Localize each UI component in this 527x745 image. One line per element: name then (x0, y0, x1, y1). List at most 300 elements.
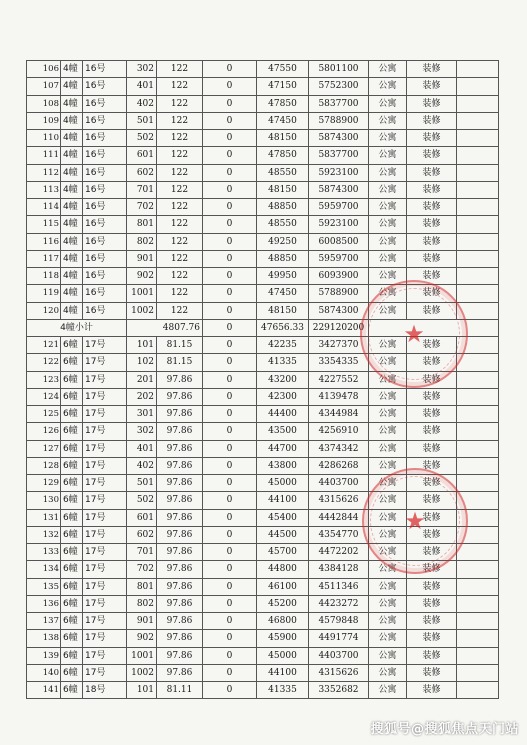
unit-cell: 16号 (83, 95, 127, 112)
room-cell: 702 (127, 199, 157, 216)
table-row (27, 337, 499, 354)
building-cell: 6幢 (61, 630, 83, 647)
unit-cell: 17号 (83, 647, 127, 664)
row-index-cell: 126 (27, 423, 61, 440)
row-index-cell: 122 (27, 354, 61, 371)
finish-cell: 装修 (407, 250, 457, 267)
unit-cell: 16号 (83, 250, 127, 267)
row-index-cell: 134 (27, 561, 61, 578)
usage-cell: 公寓 (369, 440, 407, 457)
row-index-cell: 141 (27, 682, 61, 699)
zero-value-cell: 0 (203, 371, 257, 388)
area-cell: 97.86 (157, 492, 203, 509)
blank-cell (457, 302, 499, 319)
subtotal-avg-price: 47656.33 (257, 319, 309, 336)
room-cell: 701 (127, 181, 157, 198)
room-cell: 601 (127, 147, 157, 164)
zero-value-cell: 0 (203, 147, 257, 164)
blank-cell (457, 285, 499, 302)
area-cell: 122 (157, 302, 203, 319)
zero-value-cell: 0 (203, 61, 257, 78)
total-price-cell: 3427370 (309, 337, 369, 354)
row-index-cell: 114 (27, 199, 61, 216)
table-row (27, 78, 499, 95)
usage-cell: 公寓 (369, 682, 407, 699)
row-index-cell: 124 (27, 388, 61, 405)
unit-price-cell: 45700 (257, 544, 309, 561)
row-index-cell: 107 (27, 78, 61, 95)
unit-cell: 17号 (83, 595, 127, 612)
usage-cell: 公寓 (369, 181, 407, 198)
finish-cell: 装修 (407, 285, 457, 302)
unit-price-cell: 45400 (257, 509, 309, 526)
usage-cell: 公寓 (369, 664, 407, 681)
total-price-cell: 4286268 (309, 457, 369, 474)
building-cell: 4幢 (61, 78, 83, 95)
building-cell: 6幢 (61, 457, 83, 474)
total-price-cell: 4403700 (309, 475, 369, 492)
unit-price-cell: 48150 (257, 302, 309, 319)
building-cell: 6幢 (61, 475, 83, 492)
subtotal-total: 229120200 (309, 319, 369, 336)
table-row (27, 302, 499, 319)
blank-cell (457, 595, 499, 612)
unit-price-cell: 48850 (257, 250, 309, 267)
zero-value-cell: 0 (203, 233, 257, 250)
usage-cell: 公寓 (369, 406, 407, 423)
zero-value-cell: 0 (203, 613, 257, 630)
building-cell: 6幢 (61, 337, 83, 354)
usage-cell: 公寓 (369, 95, 407, 112)
room-cell: 1002 (127, 664, 157, 681)
building-cell: 4幢 (61, 216, 83, 233)
building-cell: 4幢 (61, 147, 83, 164)
area-cell: 97.86 (157, 664, 203, 681)
unit-cell: 16号 (83, 181, 127, 198)
total-price-cell: 5788900 (309, 112, 369, 129)
usage-cell: 公寓 (369, 457, 407, 474)
unit-price-cell: 44100 (257, 664, 309, 681)
area-cell: 81.15 (157, 354, 203, 371)
finish-cell: 装修 (407, 406, 457, 423)
table-row (27, 250, 499, 267)
building-cell: 6幢 (61, 371, 83, 388)
building-cell: 6幢 (61, 406, 83, 423)
unit-cell: 17号 (83, 337, 127, 354)
area-cell: 122 (157, 112, 203, 129)
area-cell: 122 (157, 164, 203, 181)
area-cell: 122 (157, 147, 203, 164)
building-cell: 6幢 (61, 664, 83, 681)
total-price-cell: 5923100 (309, 164, 369, 181)
usage-cell: 公寓 (369, 130, 407, 147)
blank-cell (457, 112, 499, 129)
finish-cell: 装修 (407, 61, 457, 78)
total-price-cell: 4579848 (309, 613, 369, 630)
unit-price-cell: 45200 (257, 595, 309, 612)
finish-cell: 装修 (407, 95, 457, 112)
total-price-cell: 5874300 (309, 130, 369, 147)
room-cell: 1002 (127, 302, 157, 319)
usage-cell: 公寓 (369, 630, 407, 647)
usage-cell: 公寓 (369, 302, 407, 319)
unit-price-cell: 47450 (257, 112, 309, 129)
blank-cell (457, 337, 499, 354)
room-cell: 501 (127, 112, 157, 129)
usage-cell: 公寓 (369, 492, 407, 509)
building-cell: 6幢 (61, 526, 83, 543)
unit-price-cell: 44400 (257, 406, 309, 423)
unit-cell: 16号 (83, 61, 127, 78)
building-cell: 6幢 (61, 595, 83, 612)
row-index-cell: 111 (27, 147, 61, 164)
row-index-cell: 119 (27, 285, 61, 302)
usage-cell: 公寓 (369, 544, 407, 561)
blank-cell (457, 250, 499, 267)
blank-cell (457, 578, 499, 595)
zero-value-cell: 0 (203, 647, 257, 664)
total-price-cell: 5874300 (309, 302, 369, 319)
table-row (27, 578, 499, 595)
building-cell: 6幢 (61, 647, 83, 664)
usage-cell: 公寓 (369, 561, 407, 578)
blank-cell (457, 526, 499, 543)
table-row (27, 475, 499, 492)
finish-cell: 装修 (407, 233, 457, 250)
total-price-cell: 4227552 (309, 371, 369, 388)
unit-cell: 17号 (83, 492, 127, 509)
total-price-cell: 5752300 (309, 78, 369, 95)
room-cell: 901 (127, 613, 157, 630)
total-price-cell: 5959700 (309, 250, 369, 267)
table-row (27, 595, 499, 612)
area-cell: 81.15 (157, 337, 203, 354)
room-cell: 401 (127, 440, 157, 457)
area-cell: 97.86 (157, 406, 203, 423)
unit-price-cell: 41335 (257, 682, 309, 699)
total-price-cell: 5874300 (309, 181, 369, 198)
room-cell: 102 (127, 354, 157, 371)
area-cell: 97.86 (157, 613, 203, 630)
total-price-cell: 4256910 (309, 423, 369, 440)
table-body (27, 61, 499, 699)
table-row (27, 285, 499, 302)
unit-cell: 16号 (83, 199, 127, 216)
usage-cell: 公寓 (369, 354, 407, 371)
zero-value-cell: 0 (203, 664, 257, 681)
unit-cell: 16号 (83, 147, 127, 164)
finish-cell: 装修 (407, 181, 457, 198)
finish-cell: 装修 (407, 544, 457, 561)
usage-cell: 公寓 (369, 578, 407, 595)
blank-cell (457, 664, 499, 681)
room-cell: 101 (127, 682, 157, 699)
unit-cell: 17号 (83, 423, 127, 440)
room-cell: 402 (127, 457, 157, 474)
finish-cell: 装修 (407, 388, 457, 405)
unit-cell: 17号 (83, 457, 127, 474)
usage-cell: 公寓 (369, 509, 407, 526)
usage-cell: 公寓 (369, 250, 407, 267)
blank-cell (457, 561, 499, 578)
zero-value-cell: 0 (203, 285, 257, 302)
unit-cell: 17号 (83, 561, 127, 578)
building-cell: 6幢 (61, 388, 83, 405)
subtotal-zero: 0 (203, 319, 257, 336)
unit-cell: 17号 (83, 544, 127, 561)
finish-cell: 装修 (407, 509, 457, 526)
room-cell: 702 (127, 561, 157, 578)
unit-price-cell: 48550 (257, 164, 309, 181)
building-cell: 6幢 (61, 544, 83, 561)
unit-price-cell: 47550 (257, 61, 309, 78)
zero-value-cell: 0 (203, 268, 257, 285)
row-index-cell: 121 (27, 337, 61, 354)
building-cell: 6幢 (61, 578, 83, 595)
area-cell: 122 (157, 216, 203, 233)
subtotal-row (27, 319, 499, 336)
finish-cell: 装修 (407, 526, 457, 543)
room-cell: 1001 (127, 647, 157, 664)
room-cell: 401 (127, 78, 157, 95)
blank-cell (457, 613, 499, 630)
unit-cell: 16号 (83, 233, 127, 250)
room-cell: 602 (127, 164, 157, 181)
finish-cell: 装修 (407, 561, 457, 578)
row-index-cell: 108 (27, 95, 61, 112)
unit-price-cell: 48850 (257, 199, 309, 216)
total-price-cell: 4344984 (309, 406, 369, 423)
unit-cell: 16号 (83, 302, 127, 319)
table-row (27, 526, 499, 543)
room-cell: 502 (127, 492, 157, 509)
table-row (27, 544, 499, 561)
zero-value-cell: 0 (203, 112, 257, 129)
row-index-cell: 136 (27, 595, 61, 612)
room-cell: 801 (127, 578, 157, 595)
usage-cell: 公寓 (369, 61, 407, 78)
watermark: 搜狐号@搜狐焦点天门站 (370, 722, 519, 737)
row-index-cell: 129 (27, 475, 61, 492)
area-cell: 122 (157, 78, 203, 95)
usage-cell: 公寓 (369, 613, 407, 630)
total-price-cell: 4423272 (309, 595, 369, 612)
blank-cell (457, 544, 499, 561)
unit-price-cell: 41335 (257, 354, 309, 371)
table-row (27, 509, 499, 526)
unit-cell: 16号 (83, 164, 127, 181)
subtotal-label: 4幢小计 (27, 319, 127, 336)
blank-cell (457, 216, 499, 233)
unit-price-cell: 44800 (257, 561, 309, 578)
table-row (27, 630, 499, 647)
building-cell: 4幢 (61, 164, 83, 181)
finish-cell: 装修 (407, 457, 457, 474)
room-cell: 802 (127, 595, 157, 612)
area-cell: 97.86 (157, 440, 203, 457)
usage-cell: 公寓 (369, 475, 407, 492)
unit-cell: 17号 (83, 613, 127, 630)
building-cell: 6幢 (61, 613, 83, 630)
finish-cell: 装修 (407, 164, 457, 181)
row-index-cell: 112 (27, 164, 61, 181)
total-price-cell: 4491774 (309, 630, 369, 647)
area-cell: 122 (157, 95, 203, 112)
zero-value-cell: 0 (203, 388, 257, 405)
row-index-cell: 131 (27, 509, 61, 526)
unit-cell: 17号 (83, 526, 127, 543)
area-cell: 97.86 (157, 561, 203, 578)
room-cell: 101 (127, 337, 157, 354)
unit-cell: 18号 (83, 682, 127, 699)
room-cell: 902 (127, 630, 157, 647)
finish-cell: 装修 (407, 354, 457, 371)
building-cell: 4幢 (61, 268, 83, 285)
unit-price-cell: 45900 (257, 630, 309, 647)
zero-value-cell: 0 (203, 457, 257, 474)
usage-cell: 公寓 (369, 647, 407, 664)
area-cell: 97.86 (157, 595, 203, 612)
total-price-cell: 4374342 (309, 440, 369, 457)
unit-price-cell: 46100 (257, 578, 309, 595)
usage-cell: 公寓 (369, 112, 407, 129)
table-row (27, 216, 499, 233)
usage-cell: 公寓 (369, 164, 407, 181)
area-cell: 97.86 (157, 578, 203, 595)
row-index-cell: 123 (27, 371, 61, 388)
row-index-cell: 113 (27, 181, 61, 198)
area-cell: 97.86 (157, 388, 203, 405)
total-price-cell: 6093900 (309, 268, 369, 285)
usage-cell: 公寓 (369, 78, 407, 95)
total-price-cell: 4139478 (309, 388, 369, 405)
total-price-cell: 4354770 (309, 526, 369, 543)
area-cell: 97.86 (157, 475, 203, 492)
row-index-cell: 140 (27, 664, 61, 681)
row-index-cell: 106 (27, 61, 61, 78)
area-cell: 97.86 (157, 630, 203, 647)
table-row (27, 682, 499, 699)
total-price-cell: 3352682 (309, 682, 369, 699)
blank-cell (457, 457, 499, 474)
unit-price-cell: 44500 (257, 526, 309, 543)
unit-price-cell: 47450 (257, 285, 309, 302)
total-price-cell: 5837700 (309, 147, 369, 164)
blank-cell (457, 475, 499, 492)
row-index-cell: 120 (27, 302, 61, 319)
area-cell: 122 (157, 285, 203, 302)
building-cell: 4幢 (61, 250, 83, 267)
table-row (27, 164, 499, 181)
unit-price-cell: 48150 (257, 130, 309, 147)
table-row (27, 112, 499, 129)
finish-cell: 装修 (407, 268, 457, 285)
building-cell: 4幢 (61, 199, 83, 216)
finish-cell: 装修 (407, 130, 457, 147)
usage-cell: 公寓 (369, 595, 407, 612)
area-cell: 122 (157, 250, 203, 267)
blank-cell (457, 61, 499, 78)
area-cell: 97.86 (157, 647, 203, 664)
finish-cell: 装修 (407, 112, 457, 129)
area-cell: 122 (157, 233, 203, 250)
blank-cell (457, 199, 499, 216)
usage-cell: 公寓 (369, 147, 407, 164)
blank-cell (457, 181, 499, 198)
blank-cell (457, 647, 499, 664)
zero-value-cell: 0 (203, 544, 257, 561)
finish-cell: 装修 (407, 423, 457, 440)
zero-value-cell: 0 (203, 164, 257, 181)
area-cell: 97.86 (157, 457, 203, 474)
building-cell: 4幢 (61, 130, 83, 147)
room-cell: 501 (127, 475, 157, 492)
blank-cell (457, 95, 499, 112)
blank-cell (457, 406, 499, 423)
star-icon: ★ (404, 507, 426, 535)
total-price-cell: 5837700 (309, 95, 369, 112)
room-cell: 302 (127, 61, 157, 78)
zero-value-cell: 0 (203, 682, 257, 699)
building-cell: 4幢 (61, 95, 83, 112)
usage-cell: 公寓 (369, 388, 407, 405)
unit-cell: 16号 (83, 78, 127, 95)
table-row (27, 492, 499, 509)
zero-value-cell: 0 (203, 630, 257, 647)
unit-cell: 17号 (83, 406, 127, 423)
blank-cell (457, 164, 499, 181)
finish-cell: 装修 (407, 216, 457, 233)
table-row (27, 233, 499, 250)
building-cell: 4幢 (61, 302, 83, 319)
zero-value-cell: 0 (203, 302, 257, 319)
usage-cell: 公寓 (369, 199, 407, 216)
table-row (27, 147, 499, 164)
total-price-cell: 3354335 (309, 354, 369, 371)
row-index-cell: 116 (27, 233, 61, 250)
building-cell: 6幢 (61, 561, 83, 578)
table-row (27, 95, 499, 112)
blank-cell (457, 268, 499, 285)
usage-cell: 公寓 (369, 216, 407, 233)
table-row (27, 130, 499, 147)
blank-cell (457, 630, 499, 647)
total-price-cell: 4384128 (309, 561, 369, 578)
room-cell: 1001 (127, 285, 157, 302)
unit-cell: 17号 (83, 475, 127, 492)
building-cell: 6幢 (61, 509, 83, 526)
finish-cell: 装修 (407, 78, 457, 95)
usage-cell: 公寓 (369, 526, 407, 543)
unit-cell: 17号 (83, 509, 127, 526)
finish-cell: 装修 (407, 578, 457, 595)
table-row (27, 61, 499, 78)
building-cell: 6幢 (61, 423, 83, 440)
unit-price-cell: 45000 (257, 475, 309, 492)
blank-cell (457, 371, 499, 388)
total-price-cell: 5959700 (309, 199, 369, 216)
zero-value-cell: 0 (203, 423, 257, 440)
area-cell: 81.11 (157, 682, 203, 699)
area-cell: 97.86 (157, 371, 203, 388)
building-cell: 4幢 (61, 112, 83, 129)
zero-value-cell: 0 (203, 354, 257, 371)
area-cell: 122 (157, 61, 203, 78)
building-cell: 4幢 (61, 61, 83, 78)
row-index-cell: 133 (27, 544, 61, 561)
zero-value-cell: 0 (203, 78, 257, 95)
blank-cell (457, 78, 499, 95)
